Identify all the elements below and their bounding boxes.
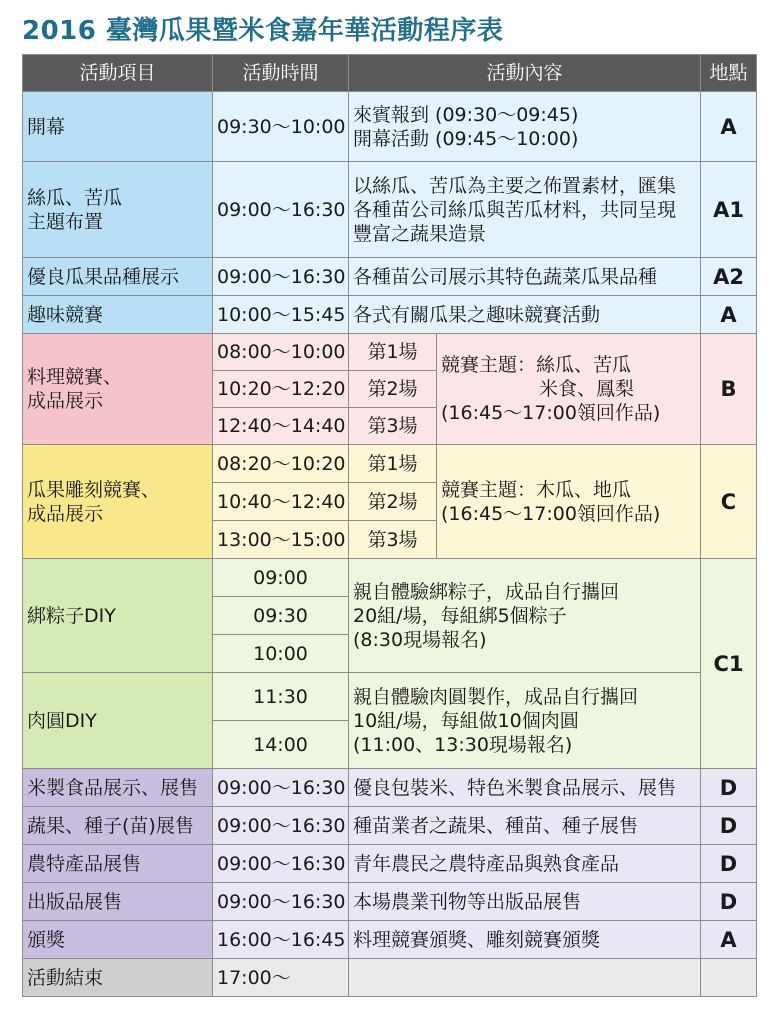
content-cell: 種苗業者之蔬果、種苗、種子展售 [349, 807, 701, 845]
content-line: 開幕活動 (09:45～10:00) [353, 127, 579, 150]
table-row-zongzi [23, 559, 757, 597]
location-cell [701, 959, 757, 997]
round-cell: 第1場 [349, 445, 437, 483]
topic-line: 米食、鳳梨 [539, 378, 635, 400]
topic-line: 競賽主題：木瓜、地瓜 [441, 478, 632, 501]
time-cell: 16:00～16:45 [213, 921, 349, 959]
location-cell: A2 [701, 258, 757, 296]
content-cell [349, 959, 701, 997]
content-cell: 青年農民之農特產品與熟食產品 [349, 845, 701, 883]
round-cell: 第3場 [349, 521, 437, 559]
topic-line: (16:45～17:00領回作品) [441, 502, 661, 525]
topic-cell [437, 334, 701, 445]
header-row [23, 55, 757, 92]
table-row-farm [23, 845, 757, 883]
item-cell: 肉圓DIY [23, 673, 213, 769]
item-cell: 開幕 [23, 92, 213, 162]
content-cell [349, 673, 701, 769]
time-cell: 11:30 [213, 673, 349, 721]
time-cell: 09:00～16:30 [213, 845, 349, 883]
time-cell: 09:00 [213, 559, 349, 597]
item-line: 成品展示 [27, 502, 104, 525]
content-line: 來賓報到 (09:30～09:45) [353, 103, 579, 126]
content-cell [349, 559, 701, 673]
item-cell: 農特產品展售 [23, 845, 213, 883]
time-cell: 08:20～10:20 [213, 445, 349, 483]
item-cell: 優良瓜果品種展示 [23, 258, 213, 296]
location-cell: A [701, 921, 757, 959]
topic-line: (16:45～17:00領回作品) [441, 402, 661, 424]
content-line: 各種苗公司絲瓜與苦瓜材料，共同呈現 [353, 198, 677, 221]
item-cell [23, 162, 213, 258]
time-cell: 10:40～12:40 [213, 483, 349, 521]
table-row-fun [23, 296, 757, 334]
content-line: 親自體驗綁粽子，成品自行攜回 [353, 580, 620, 603]
time-cell: 09:00～16:30 [213, 807, 349, 845]
time-cell: 10:00～15:45 [213, 296, 349, 334]
location-cell: B [701, 334, 757, 445]
location-cell: A [701, 296, 757, 334]
time-cell: 09:00～16:30 [213, 258, 349, 296]
content-cell: 料理競賽頒獎、雕刻競賽頒獎 [349, 921, 701, 959]
location-cell: D [701, 769, 757, 807]
item-line: 成品展示 [27, 390, 104, 412]
location-cell: A [701, 92, 757, 162]
time-cell: 14:00 [213, 721, 349, 769]
content-line: 以絲瓜、苦瓜為主要之佈置素材，匯集 [353, 174, 677, 197]
location-cell: A1 [701, 162, 757, 258]
item-cell [23, 334, 213, 445]
content-line: 親自體驗肉圓製作，成品自行攜回 [353, 685, 639, 708]
page-title: 2016 臺灣瓜果暨米食嘉年華活動程序表 [22, 16, 504, 46]
item-line: 主題布置 [27, 210, 104, 233]
round-cell: 第2場 [349, 371, 437, 408]
table-row-seeds [23, 807, 757, 845]
content-cell: 本場農業刊物等出版品展售 [349, 883, 701, 921]
item-line: 絲瓜、苦瓜 [27, 186, 123, 209]
schedule-table [22, 54, 757, 997]
item-cell: 米製食品展示、展售 [23, 769, 213, 807]
item-cell: 活動結束 [23, 959, 213, 997]
time-cell: 09:30～10:00 [213, 92, 349, 162]
topic-cell [437, 445, 701, 559]
header-time: 活動時間 [213, 55, 349, 92]
table-row-publish [23, 883, 757, 921]
round-cell: 第1場 [349, 334, 437, 371]
content-line: (8:30現場報名) [353, 628, 487, 651]
time-cell: 12:40～14:40 [213, 408, 349, 445]
content-line: 豐富之蔬果造景 [353, 222, 487, 245]
content-cell: 各種苗公司展示其特色蔬菜瓜果品種 [349, 258, 701, 296]
location-cell: C1 [701, 559, 757, 769]
table-row-carving [23, 445, 757, 483]
time-cell: 13:00～15:00 [213, 521, 349, 559]
table-row-loofah [23, 162, 757, 258]
location-cell: D [701, 845, 757, 883]
time-cell: 09:00～16:30 [213, 769, 349, 807]
content-line: 20組/場，每組綁5個粽子 [353, 604, 567, 627]
content-cell [349, 162, 701, 258]
item-cell: 出版品展售 [23, 883, 213, 921]
content-cell: 優良包裝米、特色米製食品展示、展售 [349, 769, 701, 807]
time-cell: 09:00～16:30 [213, 883, 349, 921]
item-cell: 頒獎 [23, 921, 213, 959]
time-cell: 08:00～10:00 [213, 334, 349, 371]
table-row-meatball [23, 673, 757, 721]
item-cell: 蔬果、種子(苗)展售 [23, 807, 213, 845]
time-cell: 09:00～16:30 [213, 162, 349, 258]
location-cell: C [701, 445, 757, 559]
header-item: 活動項目 [23, 55, 213, 92]
time-cell: 10:00 [213, 635, 349, 673]
header-content: 活動內容 [349, 55, 701, 92]
round-cell: 第3場 [349, 408, 437, 445]
item-line: 瓜果雕刻競賽、 [27, 478, 161, 501]
item-line: 料理競賽、 [27, 366, 123, 388]
table-row-rice [23, 769, 757, 807]
header-location: 地點 [701, 55, 757, 92]
table-row-opening [23, 92, 757, 162]
time-cell: 17:00～ [213, 959, 349, 997]
item-cell: 趣味競賽 [23, 296, 213, 334]
topic-line: 競賽主題：絲瓜、苦瓜 [441, 354, 632, 376]
content-cell: 各式有關瓜果之趣味競賽活動 [349, 296, 701, 334]
content-cell [349, 92, 701, 162]
table-row-closing [23, 959, 757, 997]
table-row-variety [23, 258, 757, 296]
time-cell: 09:30 [213, 597, 349, 635]
item-cell [23, 445, 213, 559]
location-cell: D [701, 883, 757, 921]
table-row-award [23, 921, 757, 959]
time-cell: 10:20～12:20 [213, 371, 349, 408]
location-cell: D [701, 807, 757, 845]
content-line: (11:00、13:30現場報名) [353, 733, 573, 756]
table-row-cooking [23, 334, 757, 371]
round-cell: 第2場 [349, 483, 437, 521]
content-line: 10組/場，每組做10個肉圓 [353, 709, 579, 732]
item-cell: 綁粽子DIY [23, 559, 213, 673]
